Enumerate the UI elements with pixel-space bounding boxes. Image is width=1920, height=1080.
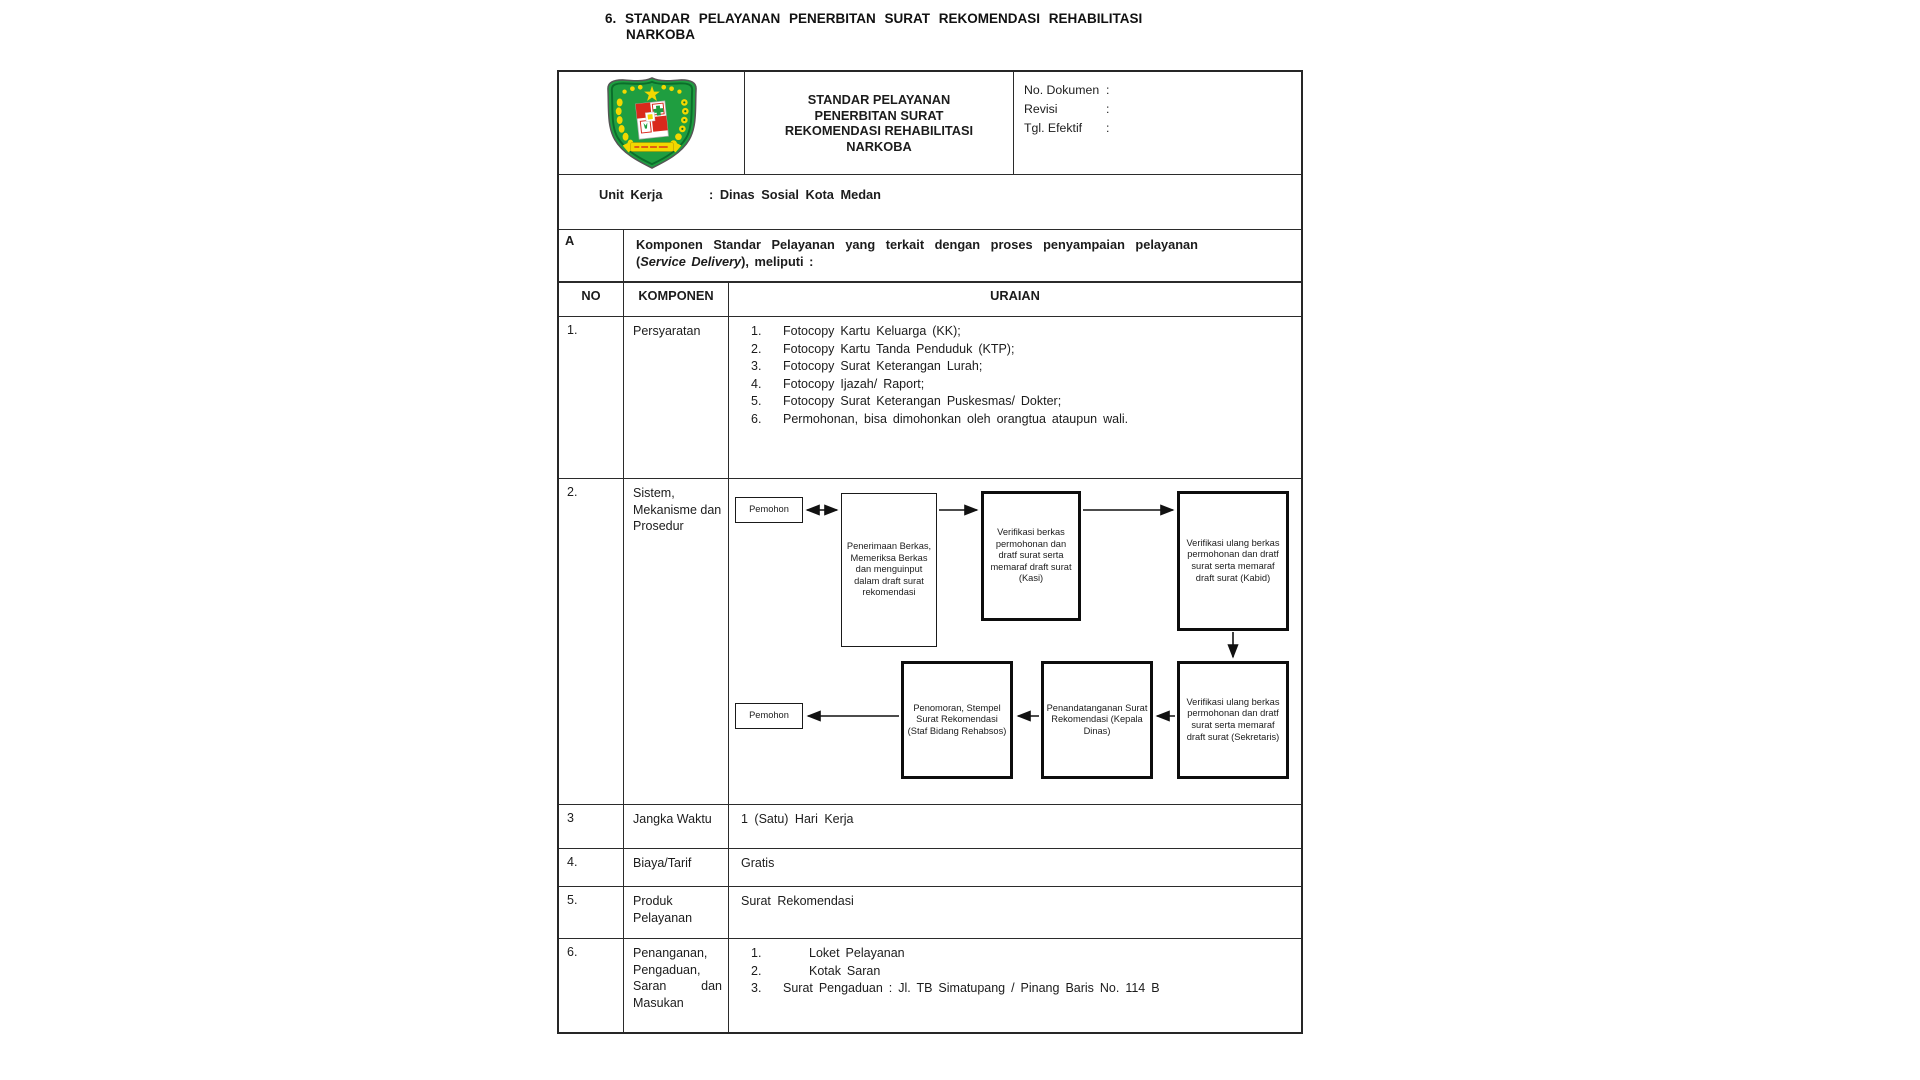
doc-number-colon: : [1106, 83, 1110, 97]
row3-komponen: Jangka Waktu [624, 805, 729, 848]
list-item [751, 393, 1291, 410]
item-text: Fotocopy Surat Keterangan Lurah; [783, 359, 983, 373]
logo-cell [559, 72, 745, 174]
item-text: Fotocopy Kartu Tanda Penduduk (KTP); [783, 341, 1015, 356]
list-item [751, 945, 1291, 962]
row1-komponen: Persyaratan [624, 317, 729, 478]
row4-uraian: Gratis [741, 856, 775, 870]
section-a-text-part1: Komponen Standar Pelayanan yang terkait dengan proses penyampaian pelayanan ( [636, 237, 1198, 269]
effective-date-label: Tgl. Efektif [1024, 121, 1083, 135]
item-number: 3. [751, 981, 762, 995]
flow-box-verifikasi-kabid: Verifikasi ulang berkas permohonan dan dratf surat serta memaraf draft surat (Kabid) [1177, 491, 1289, 631]
row-jangka-waktu [559, 805, 1301, 849]
flow-box-pemohon-bottom: Pemohon [735, 703, 803, 729]
item-number: 5. [751, 394, 762, 408]
unit-kerja-label: Unit Kerja [599, 187, 663, 202]
flow-box-penomoran: Penomoran, Stempel Surat Rekomendasi (Staf Bidang Rehabsos) [901, 661, 1013, 779]
column-header-row [559, 282, 1301, 317]
flowchart-arrows [729, 479, 1305, 805]
item-number: 1. [751, 946, 762, 960]
section-a-code: A [559, 230, 624, 281]
section-a-row [559, 230, 1301, 282]
row3-uraian: 1 (Satu) Hari Kerja [741, 812, 854, 826]
persyaratan-list [729, 323, 1301, 428]
row4-number: 4. [559, 849, 624, 886]
flow-box-verifikasi-sekretaris: Verifikasi ulang berkas permohonan dan dratf surat serta memaraf draft surat (Sekretaris) [1177, 661, 1289, 779]
item-text: Permohonan, bisa dimohonkan oleh orangtua ataupun wali. [783, 411, 1129, 426]
revision-line [1024, 100, 1301, 119]
row-penanganan-pengaduan [559, 939, 1301, 1032]
unit-kerja-value: : Dinas Sosial Kota Medan [709, 187, 881, 202]
list-item [751, 376, 1291, 393]
row-prosedur [559, 479, 1301, 805]
row-biaya-tarif [559, 849, 1301, 887]
page-title-line2: NARKOBA [626, 27, 695, 42]
revision-colon: : [1106, 102, 1110, 116]
item-text: Surat Pengaduan : Jl. TB Simatupang / Pinang Baris No. 114 B [783, 981, 1160, 995]
document-title-cell [745, 72, 1014, 174]
section-a-text [636, 236, 1198, 270]
document-info-cell [1014, 72, 1301, 174]
item-number: 6. [751, 411, 762, 426]
list-item [751, 358, 1291, 375]
procedure-flowchart [729, 479, 1301, 804]
list-item [751, 323, 1291, 340]
item-number: 2. [751, 963, 762, 978]
revision-label: Revisi [1024, 102, 1058, 116]
row6-komponen: Penanganan, Pengaduan, Saran dan Masukan [624, 939, 729, 1032]
medan-city-emblem-icon [603, 75, 701, 171]
row2-number: 2. [559, 479, 624, 804]
item-number: 1. [751, 324, 762, 338]
document-title: STANDAR PELAYANAN PENERBITAN SURAT REKOMENDASI REHABILITASI NARKOBA [784, 92, 974, 154]
row5-uraian: Surat Rekomendasi [741, 894, 854, 908]
list-item [751, 341, 1291, 358]
row1-number: 1. [559, 317, 624, 478]
item-number: 4. [751, 376, 762, 391]
item-text: Loket Pelayanan [809, 946, 905, 960]
list-item [751, 980, 1291, 997]
flow-box-penandatanganan: Penandatanganan Surat Rekomendasi (Kepala Dinas) [1041, 661, 1153, 779]
page-title-line1: 6. STANDAR PELAYANAN PENERBITAN SURAT REKOMENDASI REHABILITASI [605, 11, 1143, 26]
row5-komponen: Produk Pelayanan [624, 887, 729, 938]
service-standard-table [557, 70, 1303, 1034]
header-row [559, 72, 1301, 175]
flow-box-pemohon-top: Pemohon [735, 497, 803, 523]
row2-komponen: Sistem, Mekanisme dan Prosedur [624, 479, 729, 804]
unit-kerja-cell [559, 175, 1301, 202]
row-produk-pelayanan [559, 887, 1301, 939]
flow-box-penerimaan-berkas: Penerimaan Berkas, Memeriksa Berkas dan menguinput dalam draft surat rekomendasi [841, 493, 937, 647]
pengaduan-list [729, 945, 1301, 997]
row3-number: 3 [559, 805, 624, 848]
list-item [751, 963, 1291, 980]
row4-komponen: Biaya/Tarif [624, 849, 729, 886]
row6-number: 6. [559, 939, 624, 1032]
item-text: Fotocopy Ijazah/ Raport; [783, 376, 925, 391]
column-header-no: NO [559, 283, 624, 316]
item-number: 3. [751, 359, 762, 373]
unit-kerja-row [559, 175, 1301, 230]
section-a-italic: Service Delivery [640, 254, 742, 269]
item-text: Fotocopy Kartu Keluarga (KK); [783, 324, 961, 338]
effective-date-line [1024, 119, 1301, 138]
column-header-komponen: KOMPONEN [624, 283, 729, 316]
item-text: Fotocopy Surat Keterangan Puskesmas/ Dokter; [783, 394, 1062, 408]
item-text: Kotak Saran [809, 963, 881, 978]
effective-date-colon: : [1106, 121, 1110, 135]
section-a-text-cell [624, 230, 1301, 281]
doc-number-line [1024, 81, 1301, 100]
row5-number: 5. [559, 887, 624, 938]
item-number: 2. [751, 341, 762, 356]
column-header-uraian: URAIAN [990, 288, 1040, 303]
row2-uraian [729, 479, 1301, 804]
row6-uraian [729, 939, 1301, 1032]
section-a-text-part2: ), meliputi : [741, 254, 814, 269]
doc-number-label: No. Dokumen [1024, 83, 1100, 97]
page-title [605, 11, 1142, 43]
list-item [751, 411, 1291, 428]
flow-box-verifikasi-kasi: Verifikasi berkas permohonan dan dratf surat serta memaraf draft surat (Kasi) [981, 491, 1081, 621]
row-persyaratan [559, 317, 1301, 479]
row1-uraian [729, 317, 1301, 478]
